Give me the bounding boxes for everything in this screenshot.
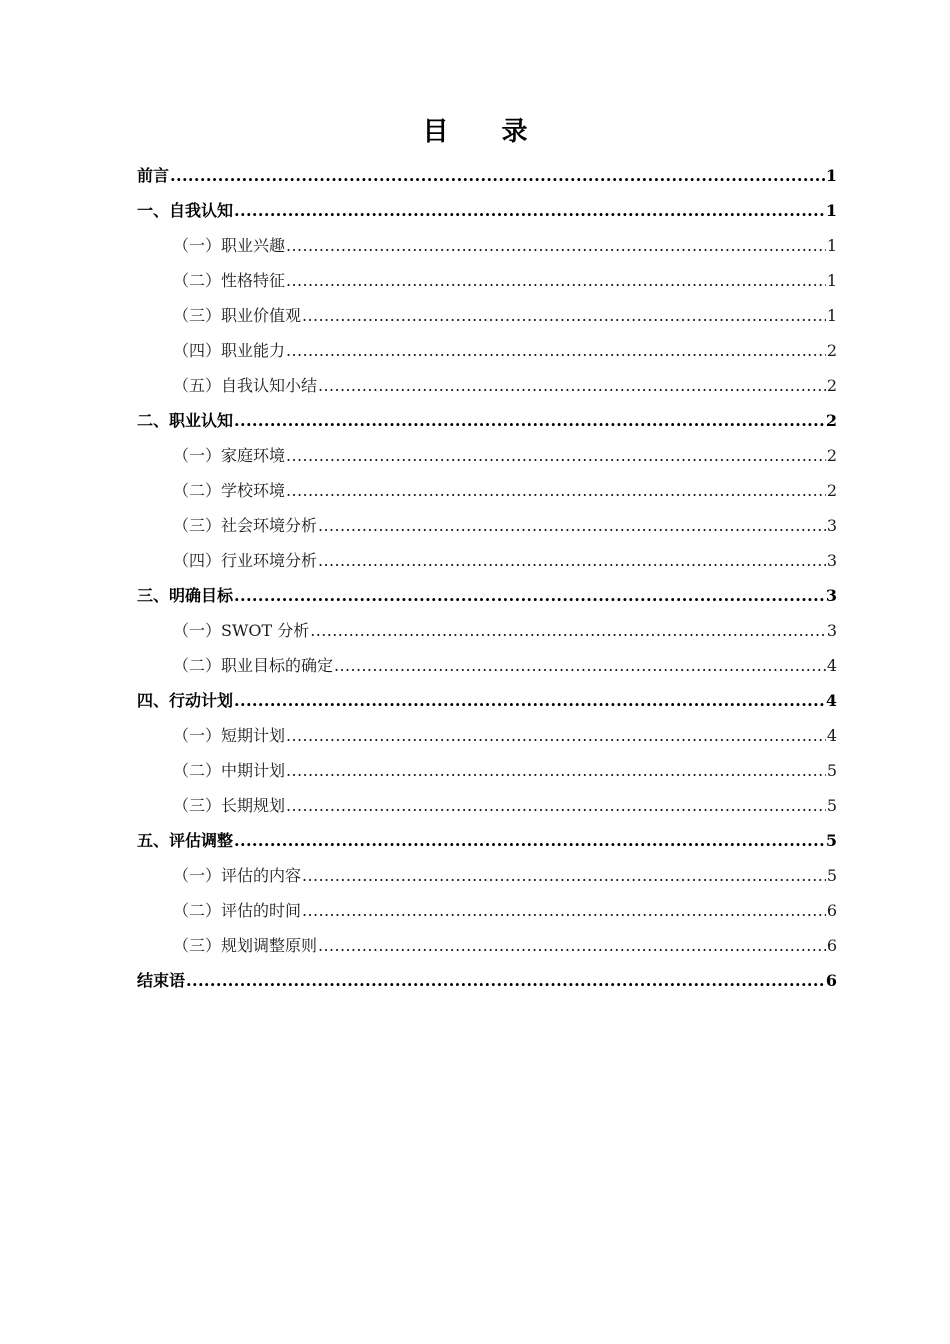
- toc-page-number: 1: [825, 201, 837, 220]
- toc-chapter-entry[interactable]: [137, 823, 837, 858]
- toc-section-entry[interactable]: [137, 753, 837, 788]
- toc-page-number: 1: [826, 271, 837, 290]
- toc-page-number: 2: [826, 376, 837, 395]
- toc-entry-label: （三）社会环境分析: [173, 516, 318, 535]
- toc-dot-leader: [302, 901, 826, 921]
- toc-dot-leader: [318, 376, 826, 396]
- toc-chapter-entry[interactable]: [137, 963, 837, 998]
- toc-entry-label: （四）行业环境分析: [173, 551, 318, 570]
- toc-dot-leader: [318, 551, 826, 571]
- toc-page-number: 1: [825, 166, 837, 185]
- toc-entry-label: （二）性格特征: [173, 271, 286, 290]
- toc-section-entry[interactable]: [137, 298, 837, 333]
- toc-dot-leader: [318, 936, 826, 956]
- toc-chapter-entry[interactable]: [137, 403, 837, 438]
- toc-section-entry[interactable]: [137, 473, 837, 508]
- toc-dot-leader: [286, 341, 826, 361]
- toc-dot-leader: [310, 621, 826, 641]
- toc-entry-label: 四、行动计划: [137, 691, 234, 710]
- toc-page-number: 3: [825, 586, 837, 605]
- toc-dot-leader: [286, 481, 826, 501]
- toc-page-number: 2: [825, 411, 837, 430]
- toc-section-entry[interactable]: [137, 928, 837, 963]
- toc-dot-leader: [286, 761, 826, 781]
- toc-section-entry[interactable]: [137, 438, 837, 473]
- toc-section-entry[interactable]: [137, 858, 837, 893]
- toc-page-number: 5: [826, 866, 837, 885]
- toc-page-number: 5: [826, 761, 837, 780]
- toc-chapter-entry[interactable]: [137, 683, 837, 718]
- toc-page-number: 1: [826, 236, 837, 255]
- toc-chapter-entry[interactable]: [137, 193, 837, 228]
- toc-dot-leader: [234, 411, 825, 431]
- toc-entry-label: （一）评估的内容: [173, 866, 302, 885]
- toc-entry-label: （三）长期规划: [173, 796, 286, 815]
- toc-entry-label: 一、自我认知: [137, 201, 234, 220]
- toc-entry-label: （一）SWOT 分析: [173, 621, 310, 640]
- toc-page-number: 2: [826, 446, 837, 465]
- toc-page-number: 3: [826, 516, 837, 535]
- toc-section-entry[interactable]: [137, 788, 837, 823]
- toc-section-entry[interactable]: [137, 333, 837, 368]
- toc-dot-leader: [170, 166, 825, 186]
- toc-title: 目 录: [422, 117, 550, 147]
- toc-chapter-entry[interactable]: [137, 578, 837, 613]
- toc-dot-leader: [334, 656, 826, 676]
- toc-entry-label: （三）职业价值观: [173, 306, 302, 325]
- toc-section-entry[interactable]: [137, 648, 837, 683]
- toc-dot-leader: [186, 971, 825, 991]
- toc-entry-label: （一）短期计划: [173, 726, 286, 745]
- toc-entry-label: （一）家庭环境: [173, 446, 286, 465]
- toc-section-entry[interactable]: [137, 508, 837, 543]
- toc-section-entry[interactable]: [137, 613, 837, 648]
- toc-section-entry[interactable]: [137, 263, 837, 298]
- toc-dot-leader: [234, 831, 825, 851]
- toc-page-number: 4: [825, 691, 837, 710]
- toc-dot-leader: [234, 201, 825, 221]
- toc-entry-label: （二）评估的时间: [173, 901, 302, 920]
- toc-page-number: 2: [826, 481, 837, 500]
- toc-page-number: 2: [826, 341, 837, 360]
- toc-page-number: 1: [826, 306, 837, 325]
- toc-dot-leader: [234, 691, 825, 711]
- toc-chapter-entry[interactable]: [137, 158, 837, 193]
- toc-page-number: 6: [825, 971, 837, 990]
- toc-entry-label: （四）职业能力: [173, 341, 286, 360]
- toc-page-number: 4: [826, 656, 837, 675]
- toc-entry-label: （三）规划调整原则: [173, 936, 318, 955]
- toc-entry-label: 二、职业认知: [137, 411, 234, 430]
- toc-page-number: 6: [826, 901, 837, 920]
- toc-page-number: 5: [826, 796, 837, 815]
- toc-section-entry[interactable]: [137, 718, 837, 753]
- table-of-contents: [137, 158, 837, 998]
- toc-dot-leader: [302, 866, 826, 886]
- toc-page-number: 5: [825, 831, 837, 850]
- toc-entry-label: 五、评估调整: [137, 831, 234, 850]
- toc-section-entry[interactable]: [137, 893, 837, 928]
- toc-page-number: 4: [826, 726, 837, 745]
- toc-section-entry[interactable]: [137, 368, 837, 403]
- toc-entry-label: 三、明确目标: [137, 586, 234, 605]
- toc-entry-label: （二）职业目标的确定: [173, 656, 334, 675]
- toc-section-entry[interactable]: [137, 228, 837, 263]
- toc-page-number: 6: [826, 936, 837, 955]
- toc-page-number: 3: [826, 621, 837, 640]
- toc-entry-label: （二）中期计划: [173, 761, 286, 780]
- toc-dot-leader: [286, 446, 826, 466]
- toc-entry-label: 结束语: [137, 971, 186, 990]
- toc-dot-leader: [286, 796, 826, 816]
- toc-dot-leader: [318, 516, 826, 536]
- toc-dot-leader: [302, 306, 826, 326]
- toc-entry-label: （一）职业兴趣: [173, 236, 286, 255]
- toc-page-number: 3: [826, 551, 837, 570]
- toc-section-entry[interactable]: [137, 543, 837, 578]
- toc-dot-leader: [286, 236, 826, 256]
- toc-dot-leader: [286, 726, 826, 746]
- toc-dot-leader: [234, 586, 825, 606]
- toc-dot-leader: [286, 271, 826, 291]
- toc-entry-label: 前言: [137, 166, 170, 185]
- toc-entry-label: （二）学校环境: [173, 481, 286, 500]
- toc-entry-label: （五）自我认知小结: [173, 376, 318, 395]
